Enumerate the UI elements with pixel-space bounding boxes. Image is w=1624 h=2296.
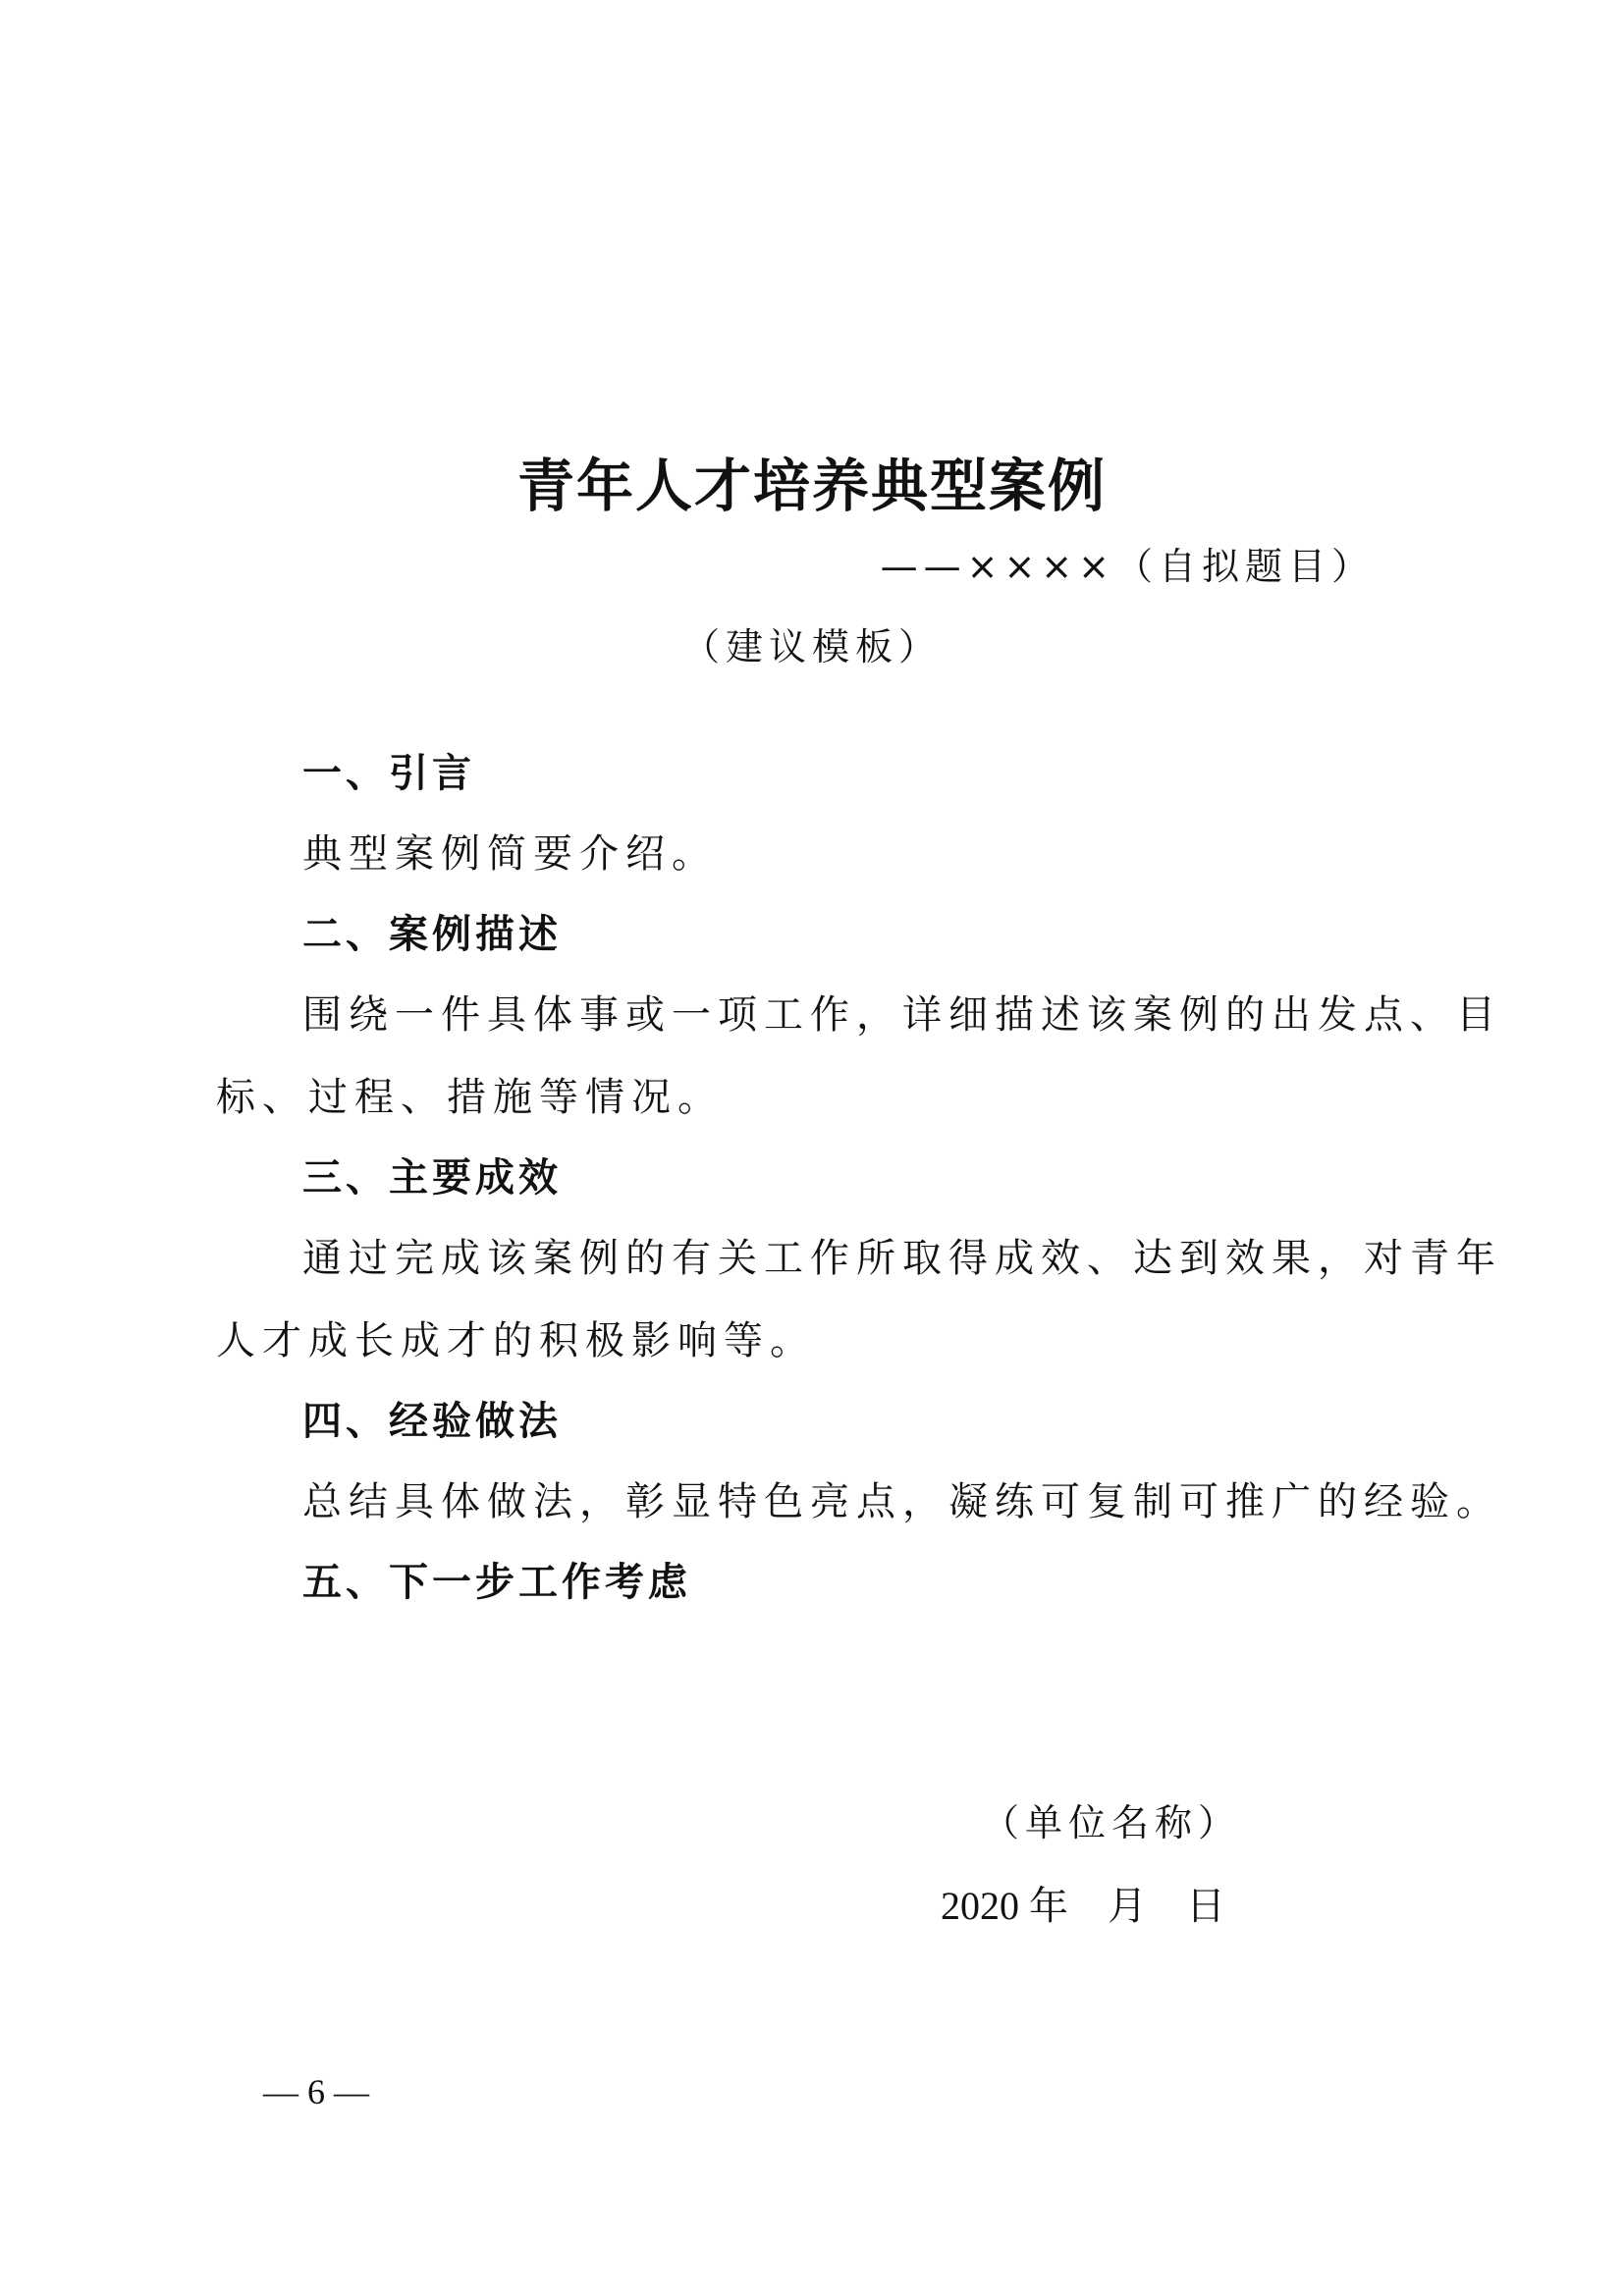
document-date: 2020 年 月 日 bbox=[941, 1884, 1225, 1928]
section-text-line: 围绕一件具体事或一项工作，详细描述该案例的出发点、目 bbox=[302, 992, 1502, 1038]
page-number: — 6 — bbox=[263, 2072, 369, 2111]
section-text-line: 通过完成该案例的有关工作所取得成效、达到效果，对青年 bbox=[302, 1236, 1502, 1281]
section-text-line: 人才成长成才的积极影响等。 bbox=[216, 1318, 816, 1363]
section-heading-next-steps: 五、下一步工作考虑 bbox=[302, 1560, 691, 1605]
section-text-line: 典型案例简要介绍。 bbox=[302, 831, 718, 877]
section-text-line: 标、过程、措施等情况。 bbox=[216, 1075, 724, 1120]
section-heading-introduction: 一、引言 bbox=[302, 751, 475, 796]
section-heading-experience: 四、经验做法 bbox=[302, 1399, 562, 1444]
section-heading-case-description: 二、案例描述 bbox=[302, 912, 562, 957]
document-title: 青年人才培养典型案例 bbox=[516, 453, 1107, 519]
document-subtitle: ——××××（自拟题目） bbox=[880, 545, 1375, 588]
section-heading-main-results: 三、主要成效 bbox=[302, 1155, 562, 1201]
template-note: （建议模板） bbox=[681, 625, 942, 668]
section-text-line: 总结具体做法，彰显特色亮点，凝练可复制可推广的经验。 bbox=[302, 1479, 1502, 1524]
organization-signature: （单位名称） bbox=[982, 1801, 1242, 1844]
